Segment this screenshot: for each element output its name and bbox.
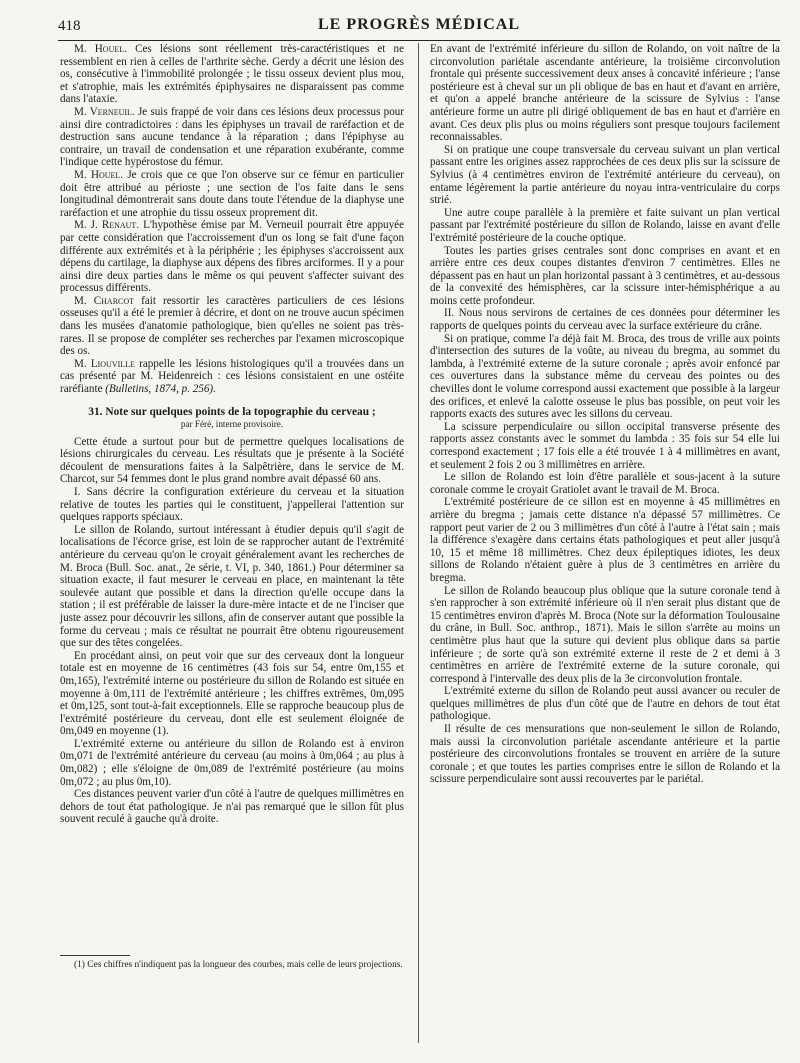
paragraph: II. Nous nous servirons de certaines de ces données pour déterminer les rapports de quelques points du cerveau avec la surface extérieure du crâne. — [430, 307, 780, 333]
paragraph — [60, 106, 404, 169]
journal-title: LE PROGRÈS MÉDICAL — [317, 16, 521, 33]
speaker-name: M. Liouville — [74, 357, 135, 370]
paragraph: Si on pratique une coupe transversale du cerveau suivant un plan vertical passant entre les origines assez rapprochées de ces deux plis sur la scissure de Sylvius (à 4 centimètres environ de l'extrémité antérieure du cerveau), on entame légèrement la partie antérieure du noyau intra-ventriculaire du corps strié. — [430, 143, 780, 207]
paragraph: Il résulte de ces mensurations que non-seulement le sillon de Rolando, mais aussi la circonvolution pariétale ascendante antérieure et la partie postérieure des circonvolutions frontales se trouvent en arrière de la suture coronale ; et que toutes les parties comprises entre le sillon de Rolando et la scissure perpendiculaire sont aussi recouvertes par le pariétal. — [430, 723, 780, 786]
paragraph-text: fait ressortir les caractères particuliers de ces lésions osseuses qu'il a été le premier à décrire, et dont on ne trouve aucun spécimen dans les musées d'anatomie pathologique, bien qu'elles ne soient pas très-rares. Il se propose de compléter ses recherches par l'examen microscopique des os. — [60, 294, 404, 358]
bulletin-reference: (Bulletins, 1874, p. 256). — [105, 383, 216, 396]
paragraph-text: rappelle les lésions histologiques qu'il a trouvées dans un cas présenté par M. Heidenreich : ces lésions consistaient en une ostéite raréfiante — [60, 357, 404, 396]
paragraph — [60, 43, 404, 106]
paragraph-text: L'hypothèse émise par M. Verneuil pourrait être appuyée par cette considération que l'accroissement d'un os long se fait d'une façon différente aux extrémités et à la périphérie ; les épiphyses s'accroissent aux dépens du cartilage, la diaphyse aux dépens des fibres arciformes. Il y a pour ainsi dire deux parties dans le même os qui peuvent s'affecter suivant des processus différents. — [60, 219, 404, 295]
section-heading: 31. Note sur quelques points de la topographie du cerveau ; — [88, 405, 376, 418]
paragraph: Le sillon de Rolando est loin d'être parallèle et sous-jacent à la suture coronale comme le croyait Gratiolet avant le travail de M. Broca. — [430, 471, 780, 496]
page-number: 418 — [58, 18, 81, 34]
paragraph: En avant de l'extrémité inférieure du sillon de Rolando, on voit naître de la circonvolution pariétale ascendante antérieure, la troisième circonvolution frontale qui présente successivement deux anses à concavité inférieure ; l'anse postérieure est à cheval sur un pli oblique de bas en haut et d'avant en arrière, et qu'on a appelé branche antérieure de la scissure de Sylvius : l'anse antérieure forme un autre pli dirigé obliquement de bas en haut et d'arrière en avant. Ces deux plis plus ou moins réguliers sont presque toujours facilement reconnaissables. — [430, 43, 780, 144]
page-header — [58, 14, 780, 41]
paragraph: La scissure perpendiculaire ou sillon occipital transverse présente des rapports assez constants avec le sommet du lambda : 35 fois sur 54 elle lui correspond exactement ; 17 fois elle a été trouvée 1 à 4 millimètres en avant, et seulement 2 fois 2 ou 3 millimètres en arrière. — [430, 420, 780, 471]
paragraph: Cette étude a surtout pour but de permettre quelques localisations de lésions chirurgicales du cerveau. Les résultats que je présente à la Société découlent de mensurations faites à la Salpêtrière, dans le service de M. Charcot, sur 54 femmes dont le plus grand nombre avait dépassé 60 ans. — [60, 435, 404, 486]
section-byline: par Féré, interne provisoire. — [180, 418, 284, 429]
right-column — [430, 43, 780, 786]
speaker-name: M. Verneuil. — [74, 105, 135, 118]
speaker-name: M. Houel. — [74, 168, 124, 181]
paragraph — [60, 358, 404, 396]
speaker-name: M. Charcot — [74, 294, 135, 307]
paragraph — [60, 219, 404, 295]
footnote — [60, 960, 404, 971]
paragraph-text: Ces lésions sont réellement très-caractéristiques et ne ressemblent en rien à celles de l'arthrite sèche. Gerdy a décrit une lésion des os, consécutive à l'immobilité prolongée ; le tissu osseux devient plus mou, et s'atrophie, mais les extrémités épiphysaires ne disparaissent pas comme dans l'ataxie. — [60, 43, 404, 106]
paragraph: Le sillon de Rolando, surtout intéressant à étudier depuis qu'il s'agit de localisations de l'écorce grise, est loin de se rapprocher autant de l'extrémité antérieure du cerveau qu'on le croyait généralement avant les recherches de M. Broca (Bull. Soc. anat., 2e série, t. VI, p. 340, 1861.) Pour déterminer sa situation exacte, il faut mesurer le cerveau en place, en maintenant la tête soulevée autant que possible et dans la direction qu'elle occupe dans la station ; il est préférable de laisser la dure-mère intacte et de ne l'inciser que juste assez pour découvrir les sillons, afin de conserver autant que possible la forme du cerveau ; mais ce résultat ne pourrait être obtenu rigoureusement que sur des têtes congelées. — [60, 523, 404, 650]
paragraph: Une autre coupe parallèle à la première et faite suivant un plan vertical passant par l'extrémité postérieure du sillon de Rolando, laisse en avant d'elle l'extrémité postérieure de la couche optique. — [430, 206, 780, 244]
paragraph: L'extrémité externe du sillon de Rolando peut aussi avancer ou reculer de quelques millimètres de plus d'un côté que de l'autre en dehors de tout état pathologique. — [430, 685, 780, 723]
paragraph: I. Sans décrire la configuration extérieure du cerveau et la situation relative de toutes les parties qui le constituent, j'appellerai l'attention sur quelques rapports spéciaux. — [60, 486, 404, 524]
column-divider — [418, 43, 419, 1043]
left-column — [60, 43, 404, 826]
paragraph — [60, 295, 404, 358]
paragraph: Toutes les parties grises centrales sont donc comprises en avant et en arrière entre ces deux coupes distantes d'environ 7 centimètres. Elles ne dépassent pas en haut un plan horizontal passant à 3 centimètres, et au-dessous de la convexité des hémisphères, car la scissure inter-hémisphérique a au moins cette profondeur. — [430, 244, 780, 307]
paragraph: En procédant ainsi, on peut voir que sur des cerveaux dont la longueur totale est en moyenne de 16 centimètres (43 fois sur 54, entre 0m,155 et 0m,165), l'extrémité interne ou postérieure du sillon de Rolando est située en moyenne à 0m,111 de l'extrémité antérieure ; les chiffres extrêmes, 0m,095 et 0m,125, sont tout-à-fait exceptionnels. Elle se rapproche beaucoup plus de l'extrémité postérieure du cerveau, dont elle est seulement éloignée de 0m,049 en moyenne (1). — [60, 649, 404, 738]
paragraph: L'extrémité externe ou antérieure du sillon de Rolando est à environ 0m,071 de l'extrémité antérieure du cerveau (au moins à 0m,064 ; au plus à 0m,082) ; elle s'éloigne de 0m,089 de l'extrémité postérieure (au moins 0m,072 ; au plus 0m,10). — [60, 737, 404, 788]
speaker-name: M. Houel. — [74, 43, 127, 55]
paragraph-text: Je crois que ce que l'on observe sur ce fémur en particulier doit être attribué au périoste ; une section de l'os faite dans le sens longitudinal démontrerait sans doute dans toute l'étendue de la diaphyse une raréfaction et une atrophie du tissu osseux proprement dit. — [60, 168, 405, 219]
paragraph-text: Je suis frappé de voir dans ces lésions deux processus pour ainsi dire contradictoires : dans les épiphyses un travail de raréfaction et de destruction sans aucune tendance à la réparation ; dans l'épiphyse au contraire, un travail de condensation et une réparation exubérante, comme l'indique cette hypérostose du fémur. — [60, 105, 404, 169]
paragraph — [60, 169, 404, 219]
paragraph: Ces distances peuvent varier d'un côté à l'autre de quelques millimètres en dehors de tout état pathologique. Je n'ai pas remarqué que le sillon fût plus souvent reculé à gauche qu'à droite. — [60, 788, 404, 826]
speaker-name: M. J. Renaut. — [74, 219, 140, 232]
paragraph: Le sillon de Rolando beaucoup plus oblique que la suture coronale tend à s'en rapprocher à son extrémité inférieure où il n'en serait plus distant que de 15 centimètres environ d'après M. Broca (Note sur la déformation Toulousaine du crâne, in Bull. Soc. anthrop., 1871). Mais le sillon s'arrête au moins un centimètre plus haut que la suture qui devient plus oblique dans sa partie inférieure ; de sorte qu'à son extrémité externe il reste de 2 et demi à 3 centimètres en arrière de l'extrémité externe de la suture coronale, qui correspond à l'intervalle des deux plis de la 3e circonvolution frontale. — [430, 584, 780, 685]
paragraph: L'extrémité postérieure de ce sillon est en moyenne à 45 millimètres en arrière du bregma ; jamais cette distance n'a dépassé 57 millimètres. Ce rapport peut varier de 2 ou 3 millimètres d'un côté à l'autre à l'état sain ; mais la différence s'exagère dans certains états pathologiques et peut aller jusqu'à 10, 15 et même 18 millimètres. Chez deux épileptiques idiotes, les deux sillons de Rolando n'étaient guère à plus de 3 centimètres en arrière du bregma. — [430, 496, 780, 584]
footnote-rule — [60, 955, 130, 956]
paragraph: Si on pratique, comme l'a déjà fait M. Broca, des trous de vrille aux points d'intersection des sutures de la voûte, au niveau du bregma, au sommet du lambda, à l'extrémité externe de la suture coronale ; après avoir enfoncé par ces ouvertures dans la substance même du cerveau des pointes ou des chevilles dont le volume correspond aussi exactement que possible à la largeur des orifices, et enlevé la calotte osseuse le plus bas possible, on peut voir les rapports exacts des sutures avec les sillons du cerveau. — [430, 332, 780, 421]
footnote-text: (1) Ces chiffres n'indiquent pas la longueur des courbes, mais celle de leurs projections. — [74, 960, 403, 970]
